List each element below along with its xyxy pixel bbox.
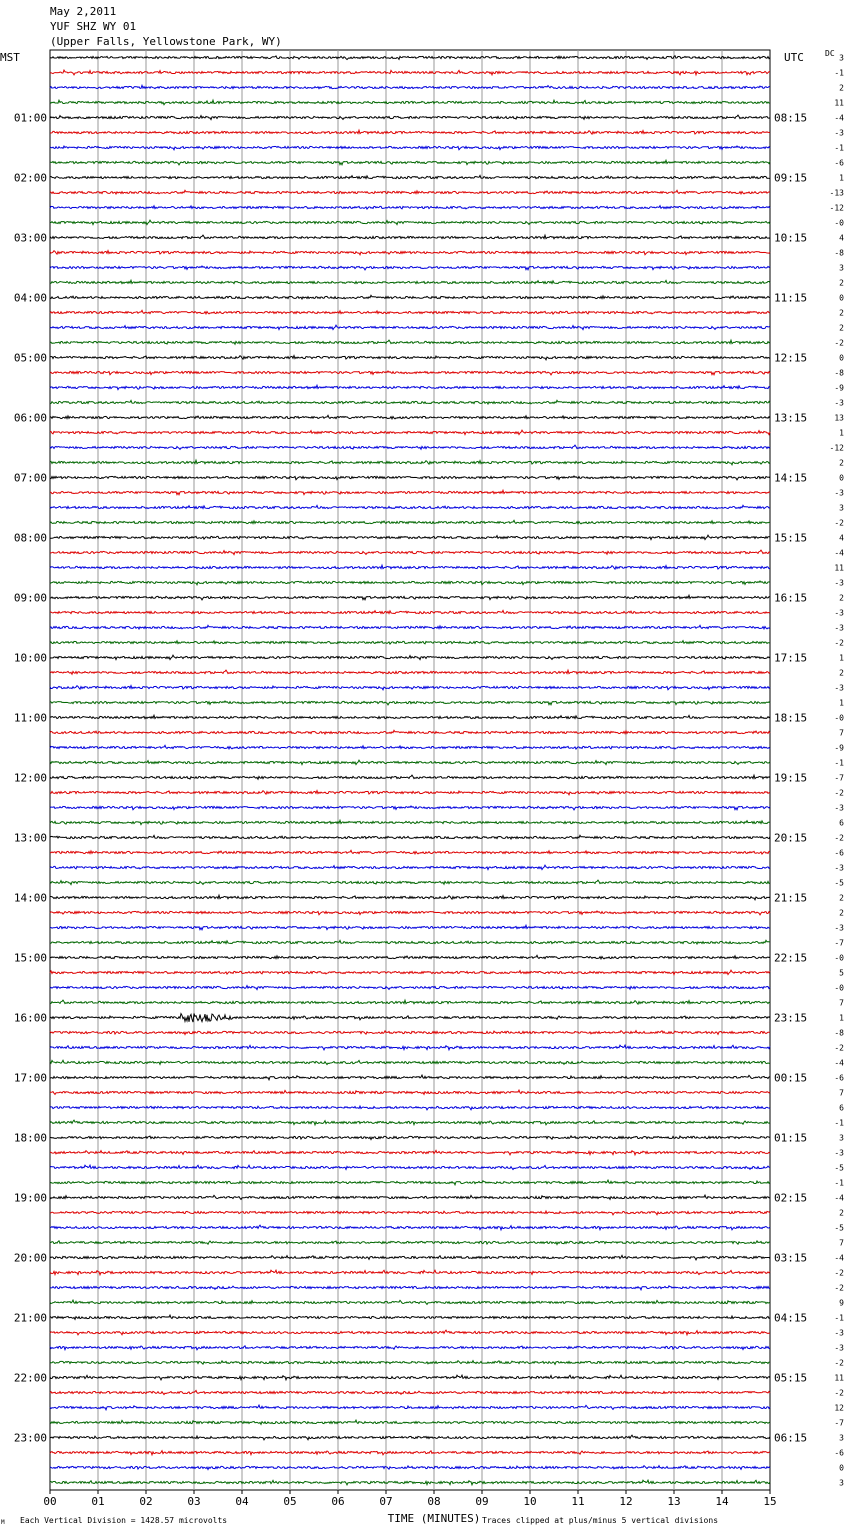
dc-offset-label: -8 [834, 248, 844, 258]
seismic-trace [50, 791, 770, 795]
seismic-trace [50, 1480, 770, 1485]
hour-label-mst: 07:00 [13, 471, 47, 485]
dc-offset-label: -0 [834, 713, 844, 723]
seismic-trace [50, 295, 770, 299]
dc-offset-label: -5 [834, 1163, 844, 1173]
seismic-trace [50, 371, 770, 375]
seismic-trace [50, 1286, 770, 1290]
dc-offset-label: -2 [834, 518, 844, 528]
seismic-trace [50, 280, 770, 283]
seismic-trace [50, 1390, 770, 1394]
x-tick-label: 05 [283, 1495, 297, 1508]
seismic-trace [50, 1060, 770, 1064]
seismic-trace [50, 986, 770, 990]
dc-offset-label: -3 [834, 803, 844, 813]
dc-offset-label: 3 [839, 1433, 844, 1443]
seismic-trace [50, 1315, 770, 1319]
seismic-trace [50, 130, 770, 134]
hour-label-mst: 04:00 [13, 291, 47, 305]
seismic-trace [50, 430, 770, 434]
header-date: May 2,2011 [50, 5, 117, 18]
dc-offset-label: -1 [834, 1313, 844, 1323]
dc-offset-label: 3 [839, 53, 844, 63]
hour-label-mst: 12:00 [13, 771, 47, 785]
dc-offset-label: -2 [834, 788, 844, 798]
hour-label-mst: 19:00 [13, 1191, 47, 1205]
hour-label-utc: 13:15 [774, 411, 808, 425]
dc-offset-label: 11 [834, 98, 844, 108]
seismic-trace [50, 1225, 770, 1230]
dc-offset-label: 7 [839, 728, 844, 738]
hour-label-utc: 14:15 [774, 471, 808, 485]
seismic-trace [50, 175, 770, 178]
dc-offset-label: -13 [829, 188, 844, 198]
seismic-trace [50, 641, 770, 644]
hour-label-mst: 18:00 [13, 1131, 47, 1145]
hour-label-utc: 18:15 [774, 711, 808, 725]
dc-offset-label: -5 [834, 1223, 844, 1233]
dc-offset-label: 2 [839, 458, 844, 468]
corner-mark: M [1, 1519, 5, 1526]
dc-offset-label: -0 [834, 218, 844, 228]
seismic-trace [50, 535, 770, 539]
seismic-trace [50, 325, 770, 329]
hour-label-utc: 20:15 [774, 831, 808, 845]
dc-offset-label: -0 [834, 953, 844, 963]
dc-offset-label: -3 [834, 683, 844, 693]
seismic-trace [50, 400, 770, 404]
seismic-trace [50, 251, 770, 255]
hour-label-utc: 06:15 [774, 1431, 808, 1445]
dc-offset-label: -1 [834, 1118, 844, 1128]
hour-label-mst: 06:00 [13, 411, 47, 425]
dc-offset-label: -2 [834, 1268, 844, 1278]
seismic-trace [50, 730, 770, 734]
x-tick-label: 02 [139, 1495, 153, 1508]
dc-offset-label: -1 [834, 1178, 844, 1188]
seismic-trace [50, 415, 770, 419]
dc-offset-label: -4 [834, 548, 844, 558]
seismic-trace [50, 850, 770, 854]
dc-offset-label: 9 [839, 1298, 844, 1308]
dc-offset-label: -3 [834, 128, 844, 138]
seismic-trace [50, 595, 770, 600]
hour-label-mst: 14:00 [13, 891, 47, 905]
seismic-trace [50, 1255, 770, 1259]
seismic-trace [50, 550, 770, 554]
dc-offset-label: 0 [839, 1463, 844, 1473]
seismic-trace [50, 911, 770, 915]
seismic-trace [50, 610, 770, 613]
seismic-trace [50, 520, 770, 524]
dc-offset-label: -12 [829, 443, 844, 453]
dc-offset-label: 2 [839, 83, 844, 93]
seismic-trace [50, 745, 770, 749]
seismic-trace [50, 356, 770, 360]
seismic-trace [50, 445, 770, 449]
dc-offset-label: -3 [834, 863, 844, 873]
hour-label-utc: 21:15 [774, 891, 808, 905]
hour-label-mst: 10:00 [13, 651, 47, 665]
x-tick-label: 10 [523, 1495, 537, 1508]
hour-label-utc: 15:15 [774, 531, 808, 545]
x-tick-label: 07 [379, 1495, 393, 1508]
dc-offset-label: -3 [834, 623, 844, 633]
dc-offset-label: -1 [834, 758, 844, 768]
seismic-trace [50, 220, 770, 224]
dc-offset-label: -9 [834, 383, 844, 393]
seismic-trace [50, 1361, 770, 1365]
dc-offset-label: -2 [834, 1388, 844, 1398]
hour-label-utc: 11:15 [774, 291, 808, 305]
hour-label-utc: 17:15 [774, 651, 808, 665]
dc-offset-label: -2 [834, 1283, 844, 1293]
seismic-trace [50, 625, 770, 629]
dc-label: DC [825, 49, 835, 58]
dc-offset-label: -4 [834, 1058, 844, 1068]
hour-label-mst: 17:00 [13, 1071, 47, 1085]
dc-offset-label: 0 [839, 473, 844, 483]
seismic-trace [50, 895, 770, 900]
seismic-trace [50, 670, 770, 674]
dc-offset-label: -2 [834, 833, 844, 843]
seismic-trace [50, 1330, 770, 1335]
dc-offset-label: -5 [834, 878, 844, 888]
seismic-trace [50, 146, 770, 150]
seismic-trace [50, 940, 770, 944]
seismic-trace [50, 1045, 770, 1050]
seismic-trace [50, 1241, 770, 1245]
dc-offset-label: 12 [834, 1403, 844, 1413]
hour-label-mst: 03:00 [13, 231, 47, 245]
hour-label-utc: 00:15 [774, 1071, 808, 1085]
dc-offset-label: -1 [834, 68, 844, 78]
dc-offset-label: 7 [839, 1238, 844, 1248]
seismic-trace [50, 85, 770, 88]
dc-offset-label: 7 [839, 1088, 844, 1098]
hour-label-mst: 08:00 [13, 531, 47, 545]
dc-offset-label: -3 [834, 1343, 844, 1353]
x-tick-label: 14 [715, 1495, 729, 1508]
seismic-trace [50, 115, 770, 119]
dc-offset-label: 2 [839, 893, 844, 903]
dc-offset-label: 7 [839, 998, 844, 1008]
seismic-trace [50, 385, 770, 389]
dc-offset-label: 4 [839, 233, 844, 243]
left-timezone-label: MST [0, 51, 20, 64]
hour-label-mst: 13:00 [13, 831, 47, 845]
dc-offset-label: -8 [834, 1028, 844, 1038]
dc-offset-label: -8 [834, 368, 844, 378]
hour-label-mst: 09:00 [13, 591, 47, 605]
hour-label-utc: 10:15 [774, 231, 808, 245]
seismic-trace [50, 190, 770, 194]
x-tick-label: 01 [91, 1495, 105, 1508]
seismic-trace [50, 880, 770, 884]
seismic-trace [50, 310, 770, 314]
x-tick-label: 13 [667, 1495, 681, 1508]
dc-offset-label: -2 [834, 638, 844, 648]
hour-label-utc: 03:15 [774, 1251, 808, 1265]
seismic-trace [50, 955, 770, 959]
seismic-trace [50, 70, 770, 75]
hour-label-utc: 12:15 [774, 351, 808, 365]
x-tick-label: 00 [43, 1495, 57, 1508]
seismic-trace [50, 925, 770, 930]
seismic-trace [50, 56, 770, 60]
dc-offset-label: 1 [839, 428, 844, 438]
dc-offset-label: 1 [839, 1013, 844, 1023]
seismic-trace [50, 1435, 770, 1440]
seismic-trace [50, 715, 770, 718]
plot-frame [50, 50, 770, 1490]
hour-label-mst: 23:00 [13, 1431, 47, 1445]
seismic-trace [50, 1031, 770, 1035]
seismic-trace [50, 1270, 770, 1275]
dc-offset-label: 1 [839, 173, 844, 183]
dc-offset-label: -7 [834, 938, 844, 948]
dc-offset-label: 2 [839, 323, 844, 333]
seismic-trace [50, 1420, 770, 1424]
seismic-trace [50, 235, 770, 239]
dc-offset-label: 2 [839, 668, 844, 678]
dc-offset-label: -3 [834, 608, 844, 618]
seismic-trace [50, 1120, 770, 1125]
seismic-trace [50, 970, 770, 974]
footer-scale-note: Each Vertical Division = 1428.57 microvolts [20, 1516, 228, 1525]
dc-offset-label: 3 [839, 1133, 844, 1143]
dc-offset-label: -3 [834, 1328, 844, 1338]
seismic-trace [50, 775, 770, 779]
dc-offset-label: -6 [834, 848, 844, 858]
dc-offset-label: -3 [834, 578, 844, 588]
dc-offset-label: 2 [839, 308, 844, 318]
hour-label-mst: 20:00 [13, 1251, 47, 1265]
seismic-trace [50, 490, 770, 495]
seismic-trace [50, 100, 770, 104]
dc-offset-label: 11 [834, 1373, 844, 1383]
dc-offset-label: 2 [839, 593, 844, 603]
seismic-trace [50, 206, 770, 209]
right-timezone-label: UTC [784, 51, 804, 64]
dc-offset-label: -7 [834, 773, 844, 783]
x-tick-label: 09 [475, 1495, 489, 1508]
dc-offset-label: -7 [834, 1418, 844, 1428]
seismic-trace [50, 806, 770, 810]
dc-offset-label: -2 [834, 338, 844, 348]
seismic-trace [50, 160, 770, 165]
dc-offset-label: -3 [834, 398, 844, 408]
seismic-trace [50, 1375, 770, 1380]
hour-label-utc: 08:15 [774, 111, 808, 125]
dc-offset-label: -3 [834, 488, 844, 498]
dc-offset-label: 6 [839, 818, 844, 828]
dc-offset-label: -3 [834, 1148, 844, 1158]
dc-offset-label: 3 [839, 1478, 844, 1488]
dc-offset-label: -0 [834, 983, 844, 993]
hour-label-mst: 01:00 [13, 111, 47, 125]
seismic-trace [50, 686, 770, 690]
dc-offset-label: 3 [839, 263, 844, 273]
dc-offset-label: -2 [834, 1358, 844, 1368]
seismic-trace [50, 760, 770, 764]
seismic-trace [50, 1150, 770, 1154]
seismic-trace [50, 1090, 770, 1094]
footer-clip-note: Traces clipped at plus/minus 5 vertical divisions [482, 1516, 719, 1525]
hour-label-mst: 21:00 [13, 1311, 47, 1325]
dc-offset-label: -6 [834, 1448, 844, 1458]
dc-offset-label: -1 [834, 143, 844, 153]
x-tick-label: 06 [331, 1495, 345, 1508]
hour-label-utc: 05:15 [774, 1371, 808, 1385]
x-tick-label: 03 [187, 1495, 201, 1508]
seismic-trace [50, 655, 770, 659]
seismic-trace [50, 820, 770, 824]
header-station: YUF SHZ WY 01 [50, 20, 137, 33]
seismic-trace [50, 1075, 770, 1080]
seismic-trace [50, 1211, 770, 1215]
seismic-trace [50, 1300, 770, 1304]
hour-label-utc: 09:15 [774, 171, 808, 185]
seismic-trace [50, 1346, 770, 1350]
seismic-trace [50, 565, 770, 569]
seismic-trace [50, 1106, 770, 1110]
hour-label-utc: 23:15 [774, 1011, 808, 1025]
hour-label-mst: 05:00 [13, 351, 47, 365]
seismic-trace [50, 1466, 770, 1470]
seismic-trace [50, 460, 770, 465]
dc-offset-label: -4 [834, 1193, 844, 1203]
dc-offset-label: 13 [834, 413, 844, 423]
seismic-trace [50, 340, 770, 344]
header-location: (Upper Falls, Yellowstone Park, WY) [50, 35, 282, 48]
hour-label-mst: 15:00 [13, 951, 47, 965]
dc-offset-label: -4 [834, 1253, 844, 1263]
x-tick-label: 04 [235, 1495, 249, 1508]
hour-label-mst: 22:00 [13, 1371, 47, 1385]
hour-label-utc: 19:15 [774, 771, 808, 785]
dc-offset-label: 4 [839, 533, 844, 543]
x-tick-label: 15 [763, 1495, 777, 1508]
dc-offset-label: 1 [839, 653, 844, 663]
seismic-trace [50, 865, 770, 869]
seismic-trace [50, 505, 770, 509]
hour-label-utc: 01:15 [774, 1131, 808, 1145]
seismic-trace [50, 1195, 770, 1199]
hour-label-utc: 04:15 [774, 1311, 808, 1325]
seismic-trace [50, 476, 770, 480]
dc-offset-label: -9 [834, 743, 844, 753]
dc-offset-label: -6 [834, 158, 844, 168]
dc-offset-label: 0 [839, 353, 844, 363]
seismic-trace [50, 1136, 770, 1140]
dc-offset-label: 2 [839, 1208, 844, 1218]
x-axis-title: TIME (MINUTES) [387, 1512, 481, 1525]
dc-offset-label: 11 [834, 563, 844, 573]
x-tick-label: 08 [427, 1495, 441, 1508]
dc-offset-label: 6 [839, 1103, 844, 1113]
hour-label-mst: 02:00 [13, 171, 47, 185]
dc-offset-label: 1 [839, 698, 844, 708]
seismic-trace [50, 1180, 770, 1185]
dc-offset-label: -6 [834, 1073, 844, 1083]
hour-label-utc: 02:15 [774, 1191, 808, 1205]
dc-offset-label: 3 [839, 503, 844, 513]
seismic-trace [50, 835, 770, 839]
hour-label-mst: 11:00 [13, 711, 47, 725]
hour-label-mst: 16:00 [13, 1011, 47, 1025]
dc-offset-label: 5 [839, 968, 844, 978]
seismic-trace [50, 701, 770, 705]
dc-offset-label: -3 [834, 923, 844, 933]
seismic-trace [50, 266, 770, 270]
x-tick-label: 12 [619, 1495, 633, 1508]
dc-offset-label: -2 [834, 1043, 844, 1053]
dc-offset-label: 2 [839, 278, 844, 288]
seismic-trace [50, 1405, 770, 1410]
dc-offset-label: 0 [839, 293, 844, 303]
seismic-trace [50, 1451, 770, 1455]
dc-offset-label: 2 [839, 908, 844, 918]
seismic-trace [50, 1013, 770, 1022]
dc-offset-label: -4 [834, 113, 844, 123]
dc-offset-label: -12 [829, 203, 844, 213]
seismic-trace [50, 1165, 770, 1169]
seismic-trace [50, 1000, 770, 1004]
hour-label-utc: 22:15 [774, 951, 808, 965]
hour-label-utc: 16:15 [774, 591, 808, 605]
x-tick-label: 11 [571, 1495, 585, 1508]
seismic-trace [50, 581, 770, 585]
